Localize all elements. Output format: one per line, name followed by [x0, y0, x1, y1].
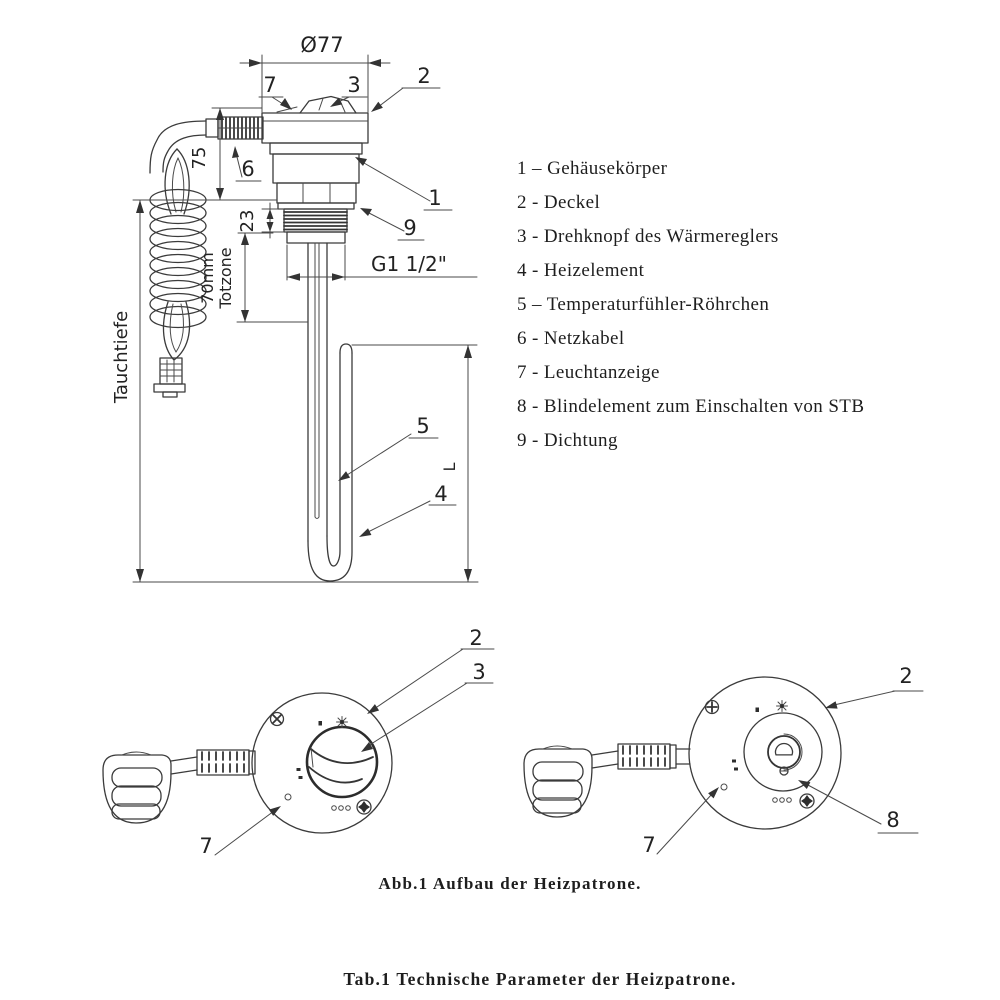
thread-seal	[284, 209, 347, 232]
dim-immersion-depth-label: Tauchtiefe	[111, 310, 132, 404]
callout-sensor-main	[338, 414, 438, 481]
indicator-light-icon	[721, 784, 727, 790]
schuko-plug	[103, 750, 255, 823]
svg-text:3: 3	[472, 660, 486, 684]
flange	[278, 203, 354, 209]
star-screw-icon	[357, 800, 371, 814]
dim-dead-zone-value: 70mm	[198, 252, 217, 304]
figure-caption: Abb.1 Aufbau der Heizpatrone.	[378, 874, 642, 893]
svg-text:2: 2	[417, 64, 431, 88]
min-dot-marker	[756, 708, 760, 713]
dim-element-length	[352, 345, 477, 582]
svg-text:8: 8	[886, 808, 900, 832]
cover-step	[270, 143, 362, 154]
legend-item: 3 - Drehknopf des Wärmereglers	[517, 226, 779, 247]
legend-item: 4 - Heizelement	[517, 260, 645, 281]
thermostat-knob-profile	[300, 97, 356, 114]
legend-item: 9 - Dichtung	[517, 430, 618, 451]
heating-tubes	[308, 243, 352, 581]
svg-text:1: 1	[428, 186, 442, 210]
dim-immersion-depth	[111, 200, 144, 582]
thermostat-spindle	[768, 734, 802, 775]
svg-text:4: 4	[434, 482, 448, 506]
vent-holes	[332, 806, 351, 811]
vent-holes	[773, 798, 792, 803]
hex-nut	[277, 183, 356, 203]
sun-symbol-icon	[777, 701, 788, 712]
callout-cable-main	[232, 146, 261, 181]
callout-blind-right	[798, 780, 918, 833]
sensor-capillary	[315, 243, 319, 519]
main-cross-section-view	[111, 33, 478, 582]
sensor-tube-cap	[340, 344, 352, 353]
thread-collar	[287, 232, 345, 243]
legend-item: 6 - Netzkabel	[517, 328, 625, 349]
svg-text:9: 9	[403, 216, 417, 240]
sun-symbol-icon	[337, 717, 348, 728]
knob-seat-ring	[744, 713, 822, 791]
legend-item: 7 - Leuchtanzeige	[517, 362, 660, 383]
svg-text:5: 5	[416, 414, 430, 438]
phillips-screw-icon	[706, 701, 719, 714]
svg-text:7: 7	[199, 834, 213, 858]
legend-item: 5 – Temperaturfühler-Röhrchen	[517, 294, 770, 315]
u-bend-inner	[327, 353, 340, 566]
front-view-without-knob	[524, 664, 923, 857]
svg-text:2: 2	[899, 664, 913, 688]
schuko-plug-right	[524, 744, 676, 817]
scale-marks	[297, 768, 303, 779]
svg-text:6: 6	[241, 157, 255, 181]
dim-thread-size-label: G1 1/2"	[371, 252, 447, 276]
cable-gland	[206, 117, 263, 139]
callout-cover-main	[371, 64, 440, 112]
cable-top-loop	[165, 149, 189, 214]
svg-text:3: 3	[347, 73, 361, 97]
cable-stub	[676, 749, 690, 764]
min-dot-marker	[319, 721, 323, 726]
callout-light-left	[199, 806, 281, 858]
legend-item: 2 - Deckel	[517, 192, 601, 213]
callout-housing-main	[355, 157, 452, 210]
callout-light-main	[259, 73, 292, 110]
dim-thread-length-label: 23	[237, 209, 258, 233]
scale-marks	[732, 760, 738, 771]
svg-text:7: 7	[642, 833, 656, 857]
dim-element-length-label: L	[440, 462, 459, 472]
callout-cover-right	[825, 664, 923, 709]
d-shaft-hole	[776, 744, 793, 755]
phillips-screw-icon	[271, 713, 284, 726]
cable-taper	[171, 757, 197, 774]
front-view-with-knob	[103, 626, 494, 858]
callout-light-right	[642, 787, 719, 857]
star-screw-icon	[800, 794, 814, 808]
plug-end	[154, 358, 185, 397]
dim-diameter-label: Ø77	[300, 33, 344, 57]
dim-head-height-label: 75	[189, 146, 210, 170]
legend-item: 1 – Gehäusekörper	[517, 158, 668, 179]
hex-facets	[303, 183, 330, 203]
cable-gland-front	[197, 750, 255, 775]
indicator-light-icon	[285, 794, 291, 800]
legend-item: 8 - Blindelement zum Einschalten von STB	[517, 396, 865, 417]
housing-body	[273, 154, 359, 183]
cover-outline	[262, 113, 368, 143]
dim-dead-zone-label: Totzone	[216, 247, 235, 309]
callout-seal-main	[360, 208, 424, 240]
svg-text:2: 2	[469, 626, 483, 650]
cable-bottom-loop	[163, 302, 189, 360]
heater-head	[206, 97, 368, 244]
callout-element-main	[359, 482, 456, 537]
svg-text:7: 7	[263, 73, 277, 97]
cover-disc	[689, 677, 841, 829]
thermostat-knob-grip	[309, 748, 373, 783]
table-caption: Tab.1 Technische Parameter der Heizpatrone.	[343, 969, 737, 989]
parts-legend	[517, 152, 864, 458]
